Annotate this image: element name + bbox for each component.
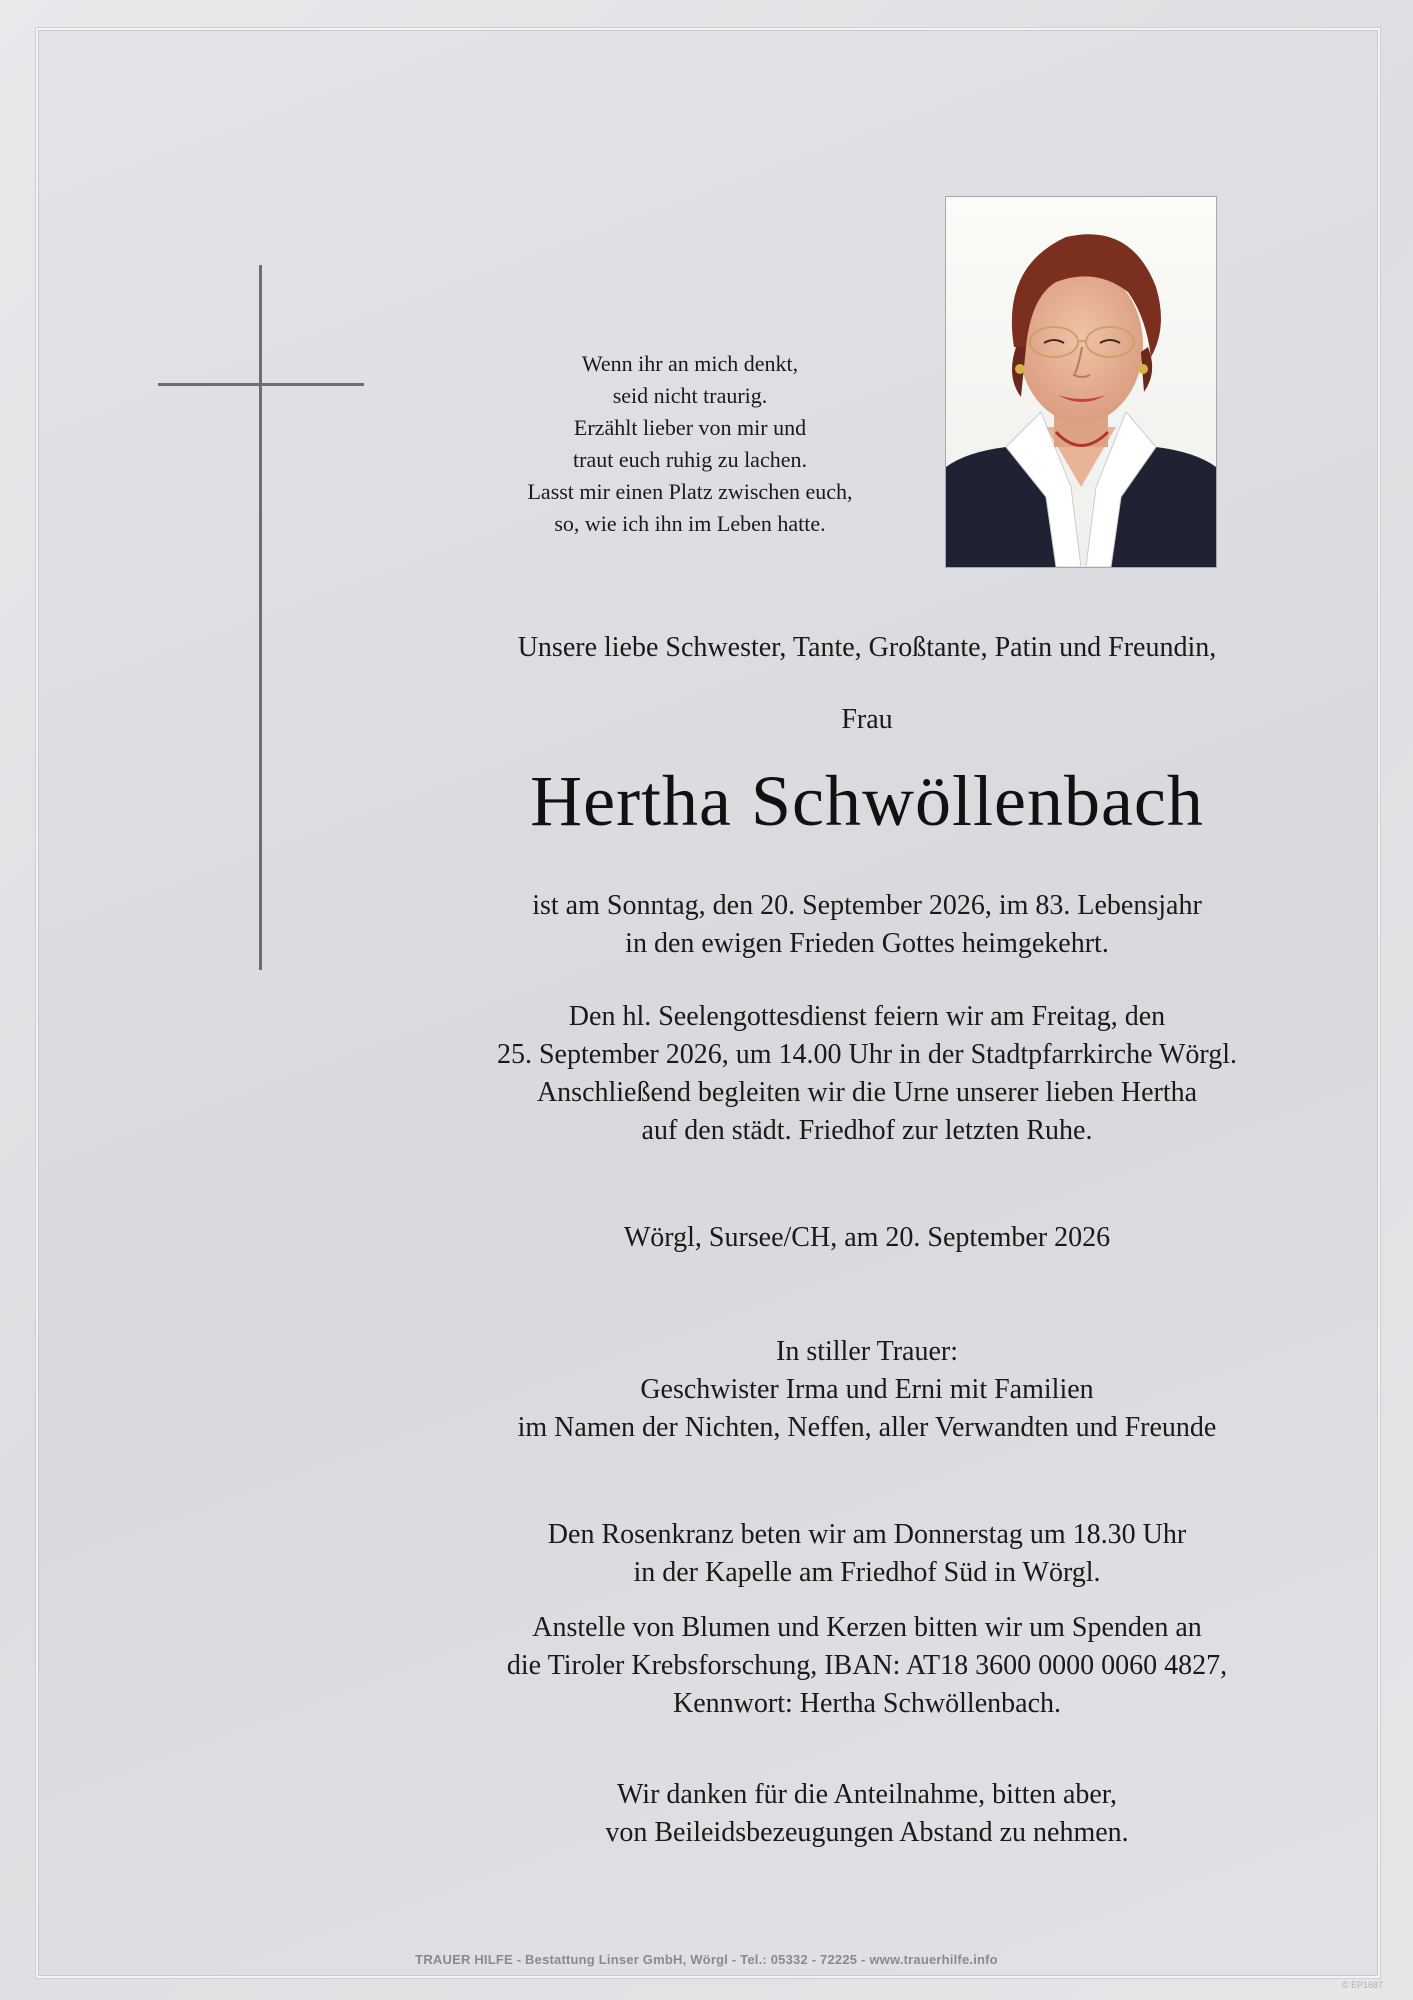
text-line: Wörgl, Sursee/CH, am 20. September 2026 (623, 1222, 1111, 1253)
deceased-name: Hertha Schwöllenbach (530, 761, 1204, 841)
cross-icon-vertical (259, 265, 262, 970)
intro-text: Unsere liebe Schwester, Tante, Großtante, Patin und Freundin, (517, 632, 1217, 663)
death-notice (360, 887, 1374, 963)
poem-line: seid nicht traurig. (612, 383, 768, 408)
text-line: im Namen der Nichten, Neffen, aller Verwandten und Freunde (517, 1412, 1217, 1443)
print-code: © EP1687 (1341, 1980, 1383, 1990)
text-line: ist am Sonntag, den 20. September 2026, im 83. Lebensjahr (532, 890, 1202, 921)
text-line: Kennwort: Hertha Schwöllenbach. (673, 1688, 1061, 1719)
text-line: die Tiroler Krebsforschung, IBAN: AT18 3600 0000 0060 4827, (506, 1650, 1228, 1681)
text-line: in der Kapelle am Friedhof Süd in Wörgl. (633, 1557, 1101, 1588)
funeral-home-footer: TRAUER HILFE - Bestattung Linser GmbH, Wörgl - Tel.: 05332 - 72225 - www.trauerhilfe.info (415, 1952, 998, 1967)
salutation: Frau (841, 704, 893, 735)
text-line: Den Rosenkranz beten wir am Donnerstag um 18.30 Uhr (547, 1519, 1187, 1550)
memorial-poem (440, 348, 940, 540)
text-line: Anstelle von Blumen und Kerzen bitten wir um Spenden an (532, 1612, 1202, 1643)
text-line: in den ewigen Frieden Gottes heimgekehrt. (625, 928, 1109, 959)
text-line: Geschwister Irma und Erni mit Familien (640, 1374, 1094, 1405)
donation-notice (360, 1609, 1374, 1723)
text-line: 25. September 2026, um 14.00 Uhr in der Stadtpfarrkirche Wörgl. (496, 1039, 1238, 1070)
text-line: Anschließend begleiten wir die Urne unserer lieben Hertha (536, 1077, 1198, 1108)
text-line: Wir danken für die Anteilnahme, bitten aber, (616, 1779, 1118, 1810)
place-date (360, 1219, 1374, 1257)
mourners (360, 1333, 1374, 1447)
poem-line: so, wie ich ihn im Leben hatte. (554, 511, 826, 536)
text-line: auf den städt. Friedhof zur letzten Ruhe. (641, 1115, 1093, 1146)
poem-line: Lasst mir einen Platz zwischen euch, (527, 479, 853, 504)
poem-line: Wenn ihr an mich denkt, (581, 351, 799, 376)
portrait-photo (945, 196, 1217, 568)
text-line: Den hl. Seelengottesdienst feiern wir am Freitag, den (568, 1001, 1166, 1032)
rosary-notice (360, 1516, 1374, 1592)
service-notice (360, 998, 1374, 1150)
text-line: von Beileidsbezeugungen Abstand zu nehmen. (605, 1817, 1129, 1848)
poem-line: Erzählt lieber von mir und (573, 415, 807, 440)
portrait-illustration (946, 197, 1216, 567)
text-line: In stiller Trauer: (776, 1336, 958, 1367)
poem-line: traut euch ruhig zu lachen. (573, 447, 807, 472)
cross-icon-horizontal (158, 383, 364, 386)
thanks-notice (360, 1776, 1374, 1852)
